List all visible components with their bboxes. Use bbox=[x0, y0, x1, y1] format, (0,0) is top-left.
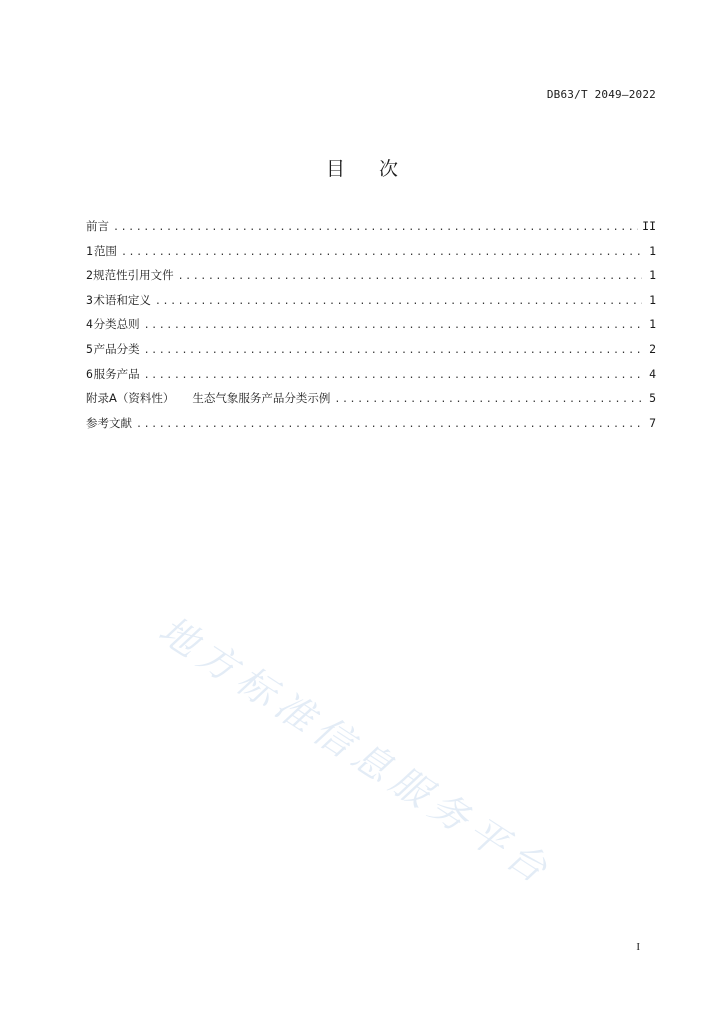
toc-entry-page: 1 bbox=[649, 317, 656, 332]
toc-entry-label: 前言 bbox=[86, 219, 109, 233]
toc-entry-normative-references[interactable] bbox=[86, 267, 656, 292]
toc-entry-page: 2 bbox=[649, 341, 656, 356]
toc-entry-page: 1 bbox=[649, 292, 656, 307]
toc-entry-bibliography[interactable] bbox=[86, 415, 656, 440]
document-code: DB63/T 2049—2022 bbox=[546, 88, 656, 101]
toc-entry-scope[interactable] bbox=[86, 243, 656, 268]
toc-dot-leader bbox=[144, 320, 642, 331]
toc-dot-leader bbox=[144, 345, 642, 356]
toc-entry-page: 4 bbox=[649, 366, 656, 381]
toc-dot-leader bbox=[155, 296, 642, 307]
toc-entry-label: 服务产品 bbox=[93, 366, 140, 381]
appendix-label: 附录A（资料性） bbox=[86, 391, 175, 406]
toc-entry-label bbox=[86, 390, 330, 406]
toc-entry-general-classification[interactable] bbox=[86, 316, 656, 341]
toc-dot-leader bbox=[334, 394, 642, 405]
watermark: 地方标准信息服务平台 bbox=[151, 607, 561, 895]
toc-entry-page: II bbox=[642, 219, 656, 233]
toc-entry-label: 规范性引用文件 bbox=[93, 268, 174, 283]
page-number: I bbox=[636, 941, 640, 953]
page-title-char-2: 次 bbox=[379, 158, 399, 180]
toc-entry-page: 5 bbox=[649, 391, 656, 406]
toc-entry-terms-definitions[interactable] bbox=[86, 292, 656, 317]
toc-entry-foreword[interactable] bbox=[86, 218, 656, 243]
toc-entry-label: 术语和定义 bbox=[93, 292, 151, 307]
toc-entry-number: 2 bbox=[86, 268, 93, 283]
toc-dot-leader bbox=[136, 419, 642, 430]
appendix-title: 生态气象服务产品分类示例 bbox=[192, 391, 331, 406]
toc-entry-number: 4 bbox=[86, 317, 93, 332]
toc-entry-label: 分类总则 bbox=[93, 317, 140, 332]
toc-entry-number: 5 bbox=[86, 341, 93, 356]
toc-entry-page: 1 bbox=[649, 268, 656, 283]
toc-entry-service-products[interactable] bbox=[86, 366, 656, 391]
toc-entry-label: 参考文献 bbox=[86, 415, 132, 430]
toc-dot-leader bbox=[121, 247, 642, 258]
toc-entry-page: 7 bbox=[649, 415, 656, 430]
page-title bbox=[0, 154, 724, 181]
toc-dot-leader bbox=[113, 222, 638, 233]
toc-entry-number: 3 bbox=[86, 292, 93, 307]
toc-entry-label: 产品分类 bbox=[93, 341, 140, 356]
table-of-contents bbox=[86, 218, 656, 439]
page-title-char-1: 目 bbox=[325, 158, 345, 180]
toc-dot-leader bbox=[144, 370, 642, 381]
toc-entry-appendix-a[interactable] bbox=[86, 390, 656, 415]
toc-entry-number: 1 bbox=[86, 243, 93, 258]
toc-entry-page: 1 bbox=[649, 243, 656, 258]
toc-entry-number: 6 bbox=[86, 366, 93, 381]
toc-entry-label: 范围 bbox=[93, 243, 117, 258]
toc-entry-product-classification[interactable] bbox=[86, 341, 656, 366]
toc-dot-leader bbox=[178, 271, 642, 282]
